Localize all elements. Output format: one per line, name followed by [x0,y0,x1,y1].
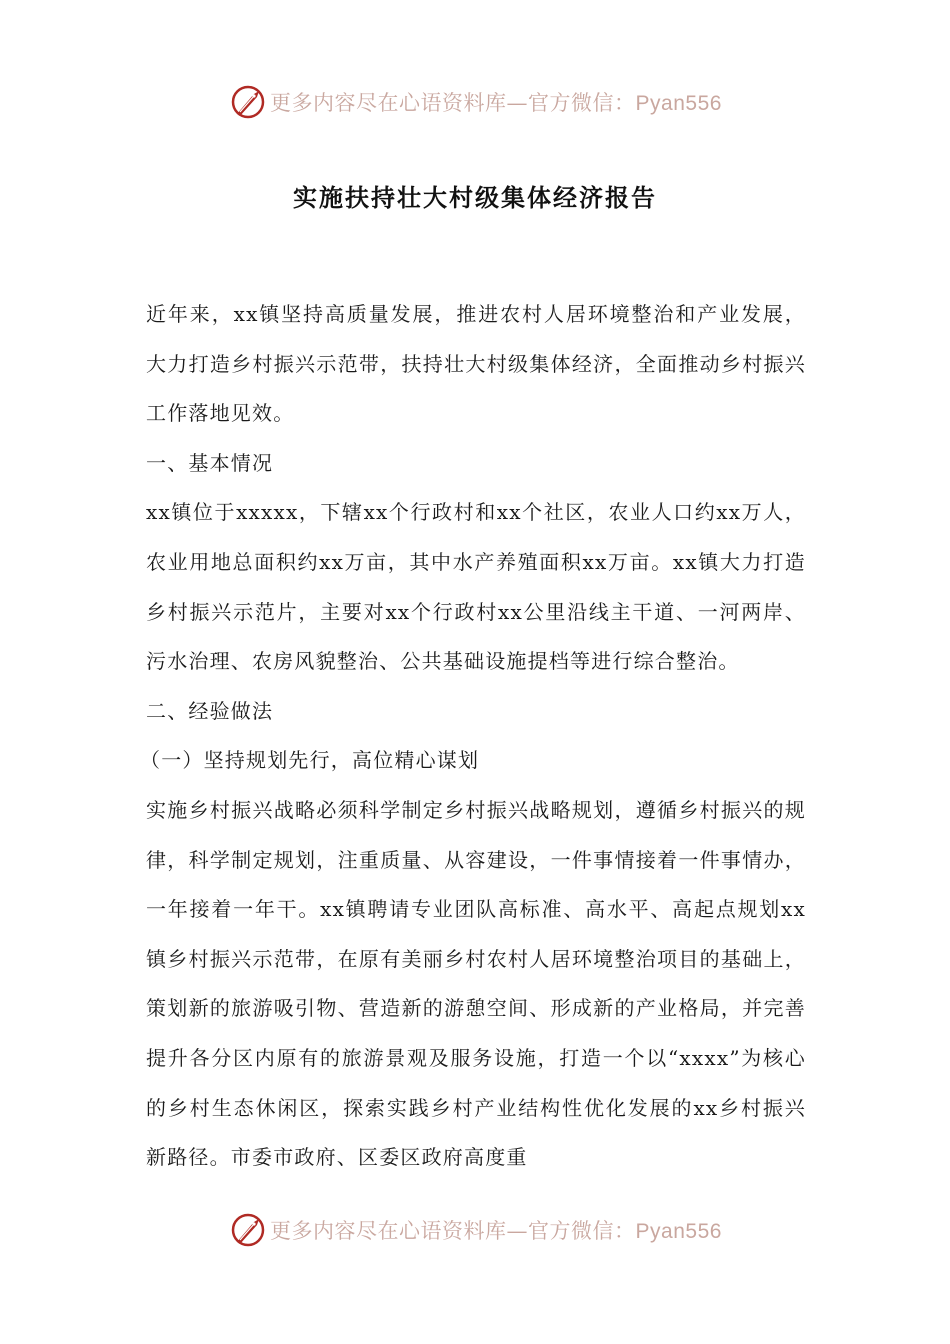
paragraph-planning: 实施乡村振兴战略必须科学制定乡村振兴战略规划，遵循乡村振兴的规律，科学制定规划，注重质量、从容建设，一件事情接着一件事情办，一年接着一年干。xx镇聘请专业团队高标准、高水平、高起点规划xx镇乡村振兴示范带，在原有美丽乡村农村人居环境整治项目的基础上，策划新的旅游吸引物、营造新的游憩空间、形成新的产业格局，并完善提升各分区内原有的旅游景观及服务设施，打造一个以“xxxx”为核心的乡村生态休闲区，探索实践乡村产业结构性优化发展的xx乡村振兴新路径。市委市政府、区委区政府高度重 [146,797,806,1170]
section-heading-experience: 二、经验做法 [146,698,274,723]
footer-watermark-banner [0,1208,950,1252]
document-body [140,290,806,1183]
watermark-contact-label: 官方微信： [528,1219,636,1243]
watermark-text [270,87,722,117]
watermark-text [270,1215,722,1245]
paragraph-basic-situation: xx镇位于xxxxx，下辖xx个行政村和xx个社区，农业人口约xx万人，农业用地总面积约xx万亩，其中水产养殖面积xx万亩。xx镇大力打造乡村振兴示范片，主要对xx个行政村xx公里沿线主干道、一河两岸、污水治理、农房风貌整治、公共基础设施提档等进行综合整治。 [146,500,806,674]
document-title: 实施扶持壮大村级集体经济报告 [293,183,657,212]
pen-nib-logo-icon [228,82,268,122]
watermark-brand-name: 更多内容尽在心语资料库 [270,91,507,115]
section-heading-basic-situation: 一、基本情况 [146,450,274,475]
watermark-contact-id: Pyan556 [635,92,722,115]
watermark-dash: — [506,1219,529,1243]
watermark-contact-label: 官方微信： [528,91,636,115]
paragraph-intro: 近年来，xx镇坚持高质量发展，推进农村人居环境整治和产业发展，大力打造乡村振兴示范带，扶持壮大村级集体经济，全面推动乡村振兴工作落地见效。 [146,302,806,426]
watermark-brand-name: 更多内容尽在心语资料库 [270,1219,507,1243]
watermark-contact-id: Pyan556 [635,1220,722,1243]
subsection-heading-planning: （一）坚持规划先行，高位精心谋划 [140,748,480,773]
pen-nib-logo-icon [228,1210,268,1250]
watermark-dash: — [506,91,529,115]
header-watermark-banner [0,80,950,124]
